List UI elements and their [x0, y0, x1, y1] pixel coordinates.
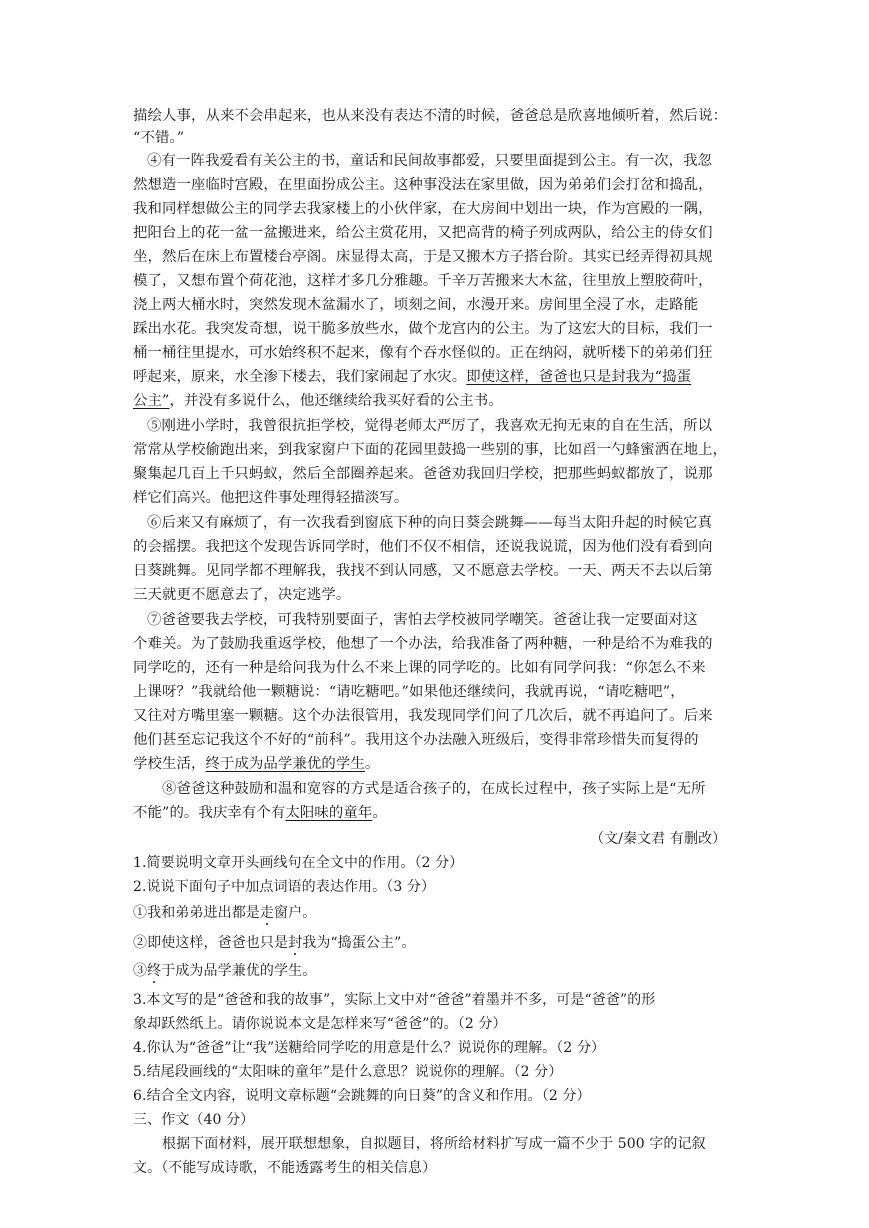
- underlined-sentence: 公主”: [133, 393, 170, 409]
- paragraph-7-line: 同学吃的，还有一种是给问我为什么不来上课的同学吃的。比如有同学问我：“你怎么不来: [133, 660, 706, 676]
- paragraph-5-line: 聚集起几百上千只蚂蚁，然后全部圈养起来。爸爸劝我回归学校，把那些蚂蚁都放了，说那: [133, 466, 713, 482]
- paragraph-5-line: ⑤刚进小学时，我曾很抗拒学校，觉得老师太严厉了，我喜欢无拘无束的自在生活，所以: [147, 418, 713, 434]
- question-4: 4.你认为“爸爸”让“我”送糖给同学吃的用意是什么？说说你的理解。（2 分）: [133, 1040, 606, 1056]
- underlined-phrase: 太阳味的童年: [285, 805, 373, 821]
- paragraph-7-line: ⑦爸爸要我去学校，可我特别要面子，害怕去学校被同学嘲笑。爸爸让我一定要面对这: [147, 612, 698, 628]
- question-3-line: 3.本文写的是“爸爸和我的故事”，实际上文中对“爸爸”着墨并不多，可是“爸爸”的形: [133, 992, 656, 1008]
- text-span: 。: [372, 805, 387, 821]
- text-span: 学校生活，: [133, 756, 206, 772]
- source-attribution: （文/秦文君 有删改）: [590, 831, 727, 847]
- paragraph-7-line: 他们甚至忘记我这个不好的“前科”。我用这个办法融入班级后，变得非常珍惜失而复得的: [133, 732, 699, 748]
- paragraph-7-line: 又往对方嘴里塞一颗糖。这个办法很管用，我发现同学们问了几次后，就不再追问了。后来: [133, 708, 713, 724]
- paragraph-6-line: 的会摇摆。我把这个发现告诉同学时，他们不仅不相信，还说我说谎，因为他们没有看到向: [133, 539, 713, 555]
- composition-prompt-line: 根据下面材料，展开联想想象，自拟题目，将所给材料扩写成一篇不少于 500 字的记叙: [162, 1136, 706, 1152]
- paragraph-4-line: [133, 366, 739, 388]
- text-span: 窗户。: [274, 905, 317, 921]
- dotted-word: 走: [259, 905, 275, 921]
- text-span: ①我和弟弟进出都是: [133, 905, 260, 921]
- paragraph-4-line: 把阳台上的花一盆一盆搬进来，给公主赏花用，又把高背的椅子列成两队，给公主的侍女们: [133, 225, 713, 241]
- paragraph-7-line: [133, 753, 739, 775]
- text-span: 。: [364, 756, 380, 772]
- paragraph-4-line: 坐，然后在床上布置楼台亭阁。床显得太高，于是又搬木方子搭台阶。其实已经弄得初具规: [133, 249, 713, 265]
- paragraph-6-line: 三天就更不愿意去了，决定逃学。: [133, 587, 351, 603]
- paragraph-4-line: 浇上两大桶水时，突然发现木盆漏水了，顷刻之间，水漫开来。房间里全浸了水，走路能: [133, 297, 699, 313]
- underlined-sentence: 即使这样，爸爸也只是封我为“捣蛋: [466, 369, 692, 385]
- composition-prompt-line: 文。（不能写成诗歌，不能透露考生的相关信息）: [133, 1160, 437, 1176]
- question-2: 2.说说下面句子中加点词语的表达作用。（3 分）: [133, 879, 436, 895]
- text-span: 我为“捣蛋公主”。: [302, 935, 416, 951]
- paragraph-6-line: 日葵跳舞。见同学都不理解我，我找不到认同感，又不愿意去学校。一天、两天不去以后第: [133, 563, 713, 579]
- text-span: 于成为品学兼优的学生。: [161, 963, 317, 979]
- paragraph-4-line: 桶一桶往里提水，可水始终积不起来，像有个吞水怪似的。正在纳闷，就听楼下的弟弟们狂: [133, 345, 713, 361]
- paragraph-8-line: ⑧爸爸这种鼓励和温和宽容的方式是适合孩子的，在成长过程中，孩子实际上是“无所: [162, 781, 706, 797]
- text-span: 不能”的。我庆幸有个有: [133, 805, 286, 821]
- paragraph-4-line: 模了，又想布置个荷花池，这样才多几分雅趣。千辛万苦搬来大木盆，往里放上塑胶荷叶，: [133, 273, 713, 289]
- paragraph-5-line: 常常从学校偷跑出来，到我家窗户下面的花园里鼓捣一些别的事，比如舀一勺蜂蜜洒在地上，: [133, 442, 728, 458]
- question-2c: [133, 960, 739, 982]
- text-line: “不错。”: [133, 130, 185, 146]
- paragraph-7-line: 个难关。为了鼓励我重返学校，他想了一个办法，给我准备了两种糖，一种是给不为难我的: [133, 636, 713, 652]
- composition-heading: 三、作文（40 分）: [133, 1112, 255, 1128]
- paragraph-4-line: [133, 390, 739, 412]
- underlined-sentence: 终于成为品学兼优的学生: [205, 756, 365, 772]
- paragraph-4-line: 踩出水花。我突发奇想，说干脆多放些水，做个龙宫内的公主。为了这宏大的目标，我们一: [133, 321, 713, 337]
- paragraph-8-line: [133, 802, 739, 824]
- paragraph-6-line: ⑥后来又有麻烦了，有一次我看到窗底下种的向日葵会跳舞——每当太阳升起的时候它真: [147, 515, 713, 531]
- question-1: 1.简要说明文章开头画线句在全文中的作用。（2 分）: [133, 855, 464, 871]
- text-span: ，并没有多说什么，他还继续给我买好看的公主书。: [169, 393, 503, 409]
- question-3-line: 象却跃然纸上。请你说说本文是怎样来写“爸爸”的。（2 分）: [133, 1016, 507, 1032]
- question-2b: [133, 932, 739, 954]
- text-span: 呼起来，原来，水全渗下楼去，我们家闹起了水灾。: [133, 369, 467, 385]
- paragraph-4-line: ④有一阵我爱看有关公主的书，童话和民间故事都爱，只要里面提到公主。有一次，我忽: [147, 153, 713, 169]
- paragraph-4-line: 我和同样想做公主的同学去我家楼上的小伙伴家，在大房间中划出一块，作为宫殿的一隅，: [133, 201, 713, 217]
- paragraph-5-line: 样它们高兴。他把这件事处理得轻描淡写。: [133, 490, 409, 506]
- question-2a: [133, 902, 739, 924]
- paragraph-7-line: 上课呀？”我就给他一颗糖说：“请吃糖吧。”如果他还继续问，我就再说，“请吃糖吧”，: [133, 684, 685, 700]
- text-span: ②即使这样，爸爸也只是: [133, 935, 289, 951]
- question-5: 5.结尾段画线的“太阳味的童年”是什么意思？说说你的理解。（2 分）: [133, 1064, 563, 1080]
- text-span: ③: [133, 963, 148, 979]
- paragraph-4-line: 然想造一座临时宫殿，在里面扮成公主。这种事没法在家里做，因为弟弟们会打岔和捣乱，: [133, 177, 713, 193]
- question-6: 6.结合全文内容，说明文章标题“会跳舞的向日葵”的含义和作用。（2 分）: [133, 1088, 591, 1104]
- text-line: 描绘人事，从来不会串起来，也从来没有表达不清的时候，爸爸总是欣喜地倾听着，然后说：: [133, 108, 728, 124]
- dotted-word: 终: [147, 963, 162, 979]
- dotted-word: 封: [288, 935, 303, 951]
